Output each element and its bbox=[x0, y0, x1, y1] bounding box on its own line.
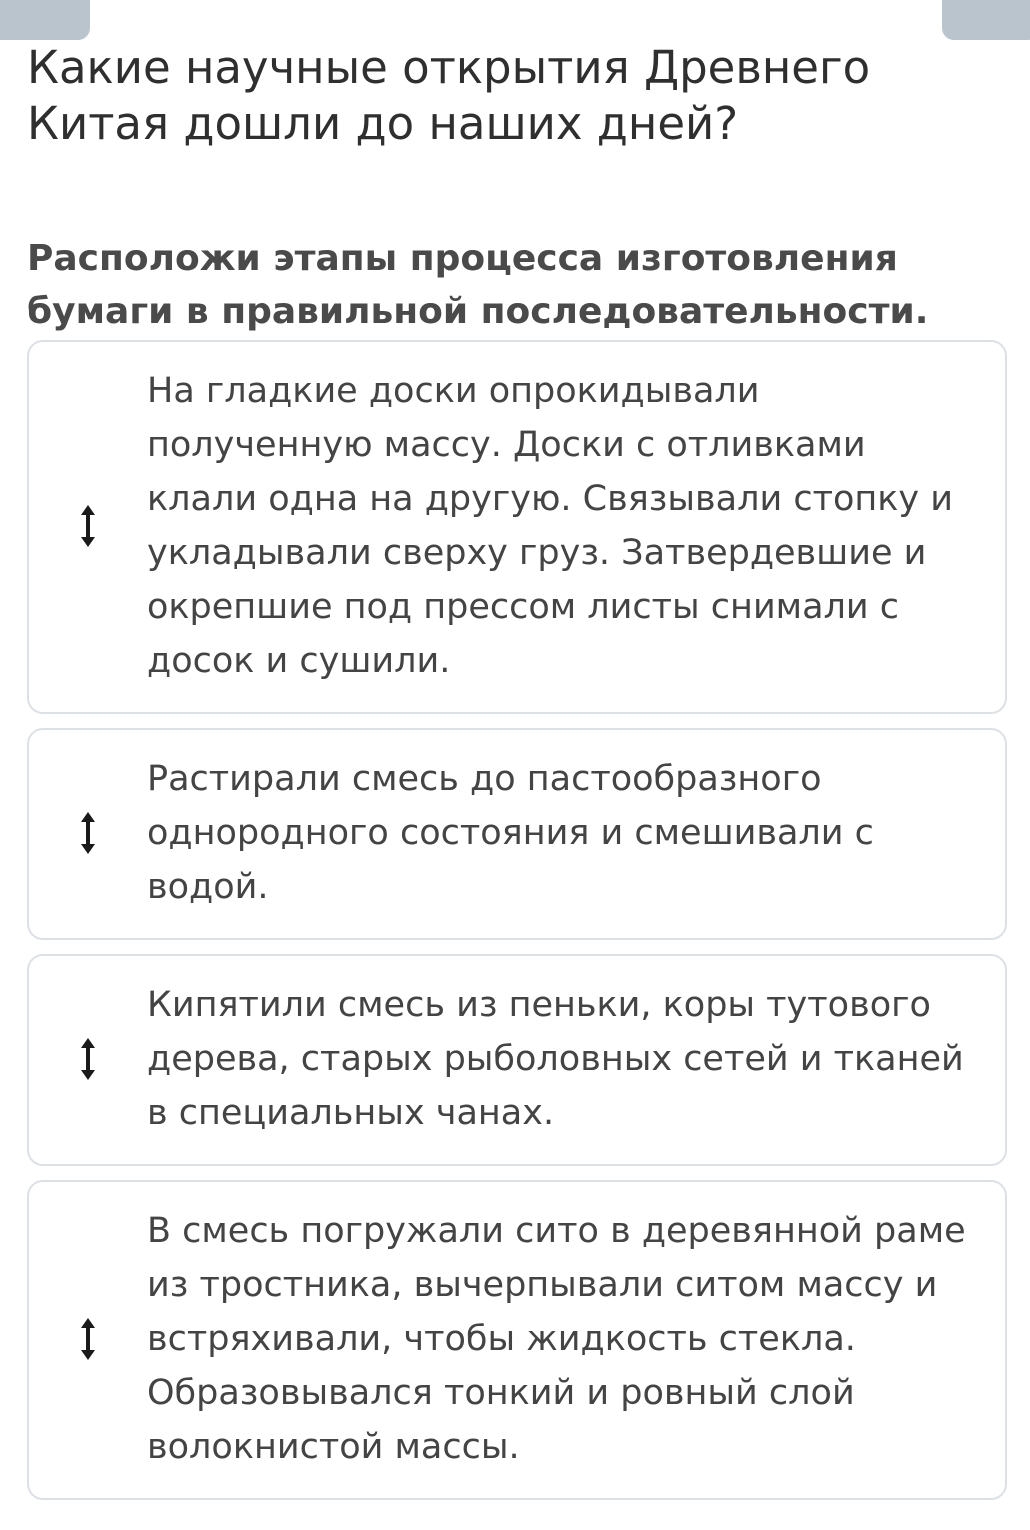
drag-handle-icon[interactable] bbox=[29, 1038, 147, 1080]
sortable-card-1[interactable] bbox=[27, 340, 1007, 714]
task-instruction: Расположи этапы процесса изготовления бумаги в правильной последовательности. bbox=[27, 238, 929, 332]
top-right-button[interactable] bbox=[942, 0, 1030, 40]
drag-handle-icon[interactable] bbox=[29, 505, 147, 547]
top-left-button[interactable] bbox=[0, 0, 90, 40]
sortable-list bbox=[27, 340, 1007, 1514]
drag-handle-icon[interactable] bbox=[29, 1318, 147, 1360]
card-text: Кипятили смесь из пеньки, коры тутового дерева, старых рыболовных сетей и тканей в специальных чанах. bbox=[147, 985, 964, 1133]
card-text: Растирали смесь до пастообразного однородного состояния и смешивали с водой. bbox=[147, 759, 874, 907]
page-title: Какие научные открытия Древнего Китая дошли до наших дней? bbox=[27, 41, 871, 150]
drag-handle-icon[interactable] bbox=[29, 812, 147, 854]
sortable-card-3[interactable] bbox=[27, 954, 1007, 1166]
card-text: В смесь погружали сито в деревянной раме из тростника, вычерпывали ситом массу и встряхивали, чтобы жидкость стекла. Образовывался тонкий и ровный слой волокнистой массы. bbox=[147, 1211, 966, 1467]
card-text: На гладкие доски опрокидывали полученную массу. Доски с отливками клали одна на другую. Связывали стопку и укладывали сверху груз. Затвердевшие и окрепшие под прессом листы снимали с досок и сушили. bbox=[147, 371, 954, 681]
sortable-card-4[interactable] bbox=[27, 1180, 1007, 1500]
sortable-card-2[interactable] bbox=[27, 728, 1007, 940]
